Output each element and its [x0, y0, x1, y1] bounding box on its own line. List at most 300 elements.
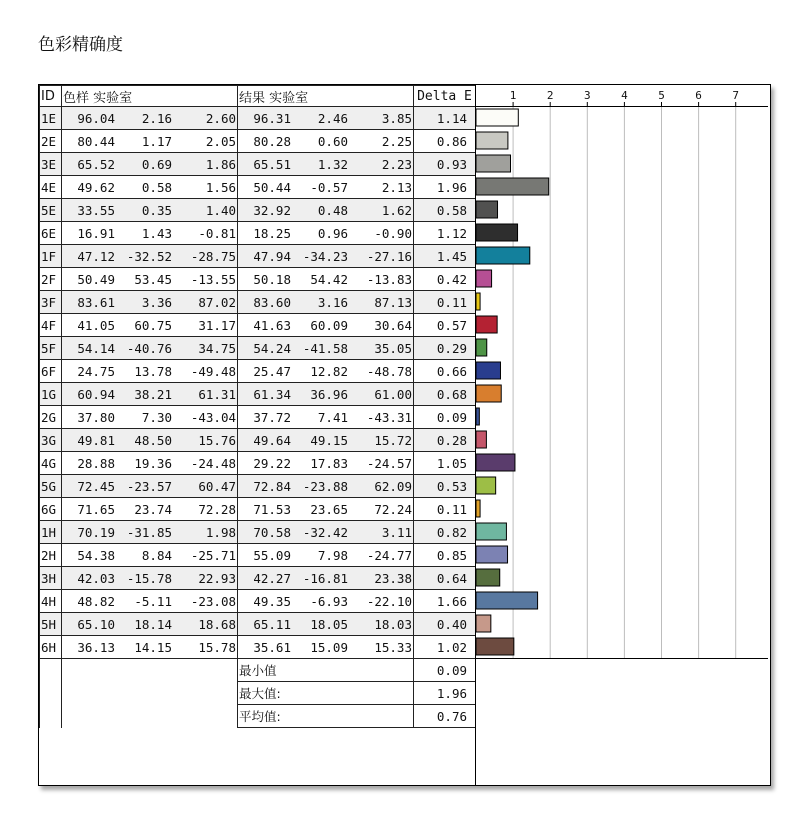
summary-value: 0.09	[414, 659, 476, 682]
sample-l-value: 24.75	[77, 363, 115, 379]
sample-a-value: 14.15	[134, 639, 172, 655]
sample-l-value: 60.94	[77, 386, 115, 402]
summary-blank-id	[40, 705, 62, 728]
table-row	[40, 107, 476, 130]
table-row	[40, 130, 476, 153]
table-row	[40, 429, 476, 452]
delta-e-value: 0.28	[414, 429, 476, 452]
result-l-value: 54.24	[253, 340, 291, 356]
sample-a-value: -23.57	[126, 478, 172, 494]
sample-lab-values	[62, 498, 238, 521]
delta-e-bar-chart	[475, 85, 768, 785]
result-a-value: 17.83	[310, 455, 348, 471]
result-a-value: -0.57	[310, 179, 348, 195]
delta-e-value: 0.57	[414, 314, 476, 337]
result-lab-values	[238, 406, 414, 429]
sample-a-value: 7.30	[141, 409, 172, 425]
patch-id: 5E	[40, 199, 62, 222]
patch-id: 1G	[40, 383, 62, 406]
result-l-value: 71.53	[253, 501, 291, 517]
result-lab-header: 结果 实验室	[238, 86, 414, 107]
result-lab-values	[238, 153, 414, 176]
sample-a-value: 23.74	[134, 501, 172, 517]
result-b-value: 30.64	[374, 317, 412, 333]
sample-l-value: 48.82	[77, 593, 115, 609]
result-b-value: 3.85	[381, 110, 412, 126]
sample-l-value: 28.88	[77, 455, 115, 471]
x-tick-label: 7	[732, 89, 740, 102]
sample-l-value: 36.13	[77, 639, 115, 655]
sample-l-value: 47.12	[77, 248, 115, 264]
sample-l-value: 49.81	[77, 432, 115, 448]
delta-e-value: 0.82	[414, 521, 476, 544]
sample-l-value: 71.65	[77, 501, 115, 517]
patch-id: 6F	[40, 360, 62, 383]
x-tick-label: 6	[695, 89, 702, 102]
delta-e-bar	[476, 339, 487, 356]
result-l-value: 41.63	[253, 317, 291, 333]
result-a-value: 23.65	[310, 501, 348, 517]
table-row	[40, 314, 476, 337]
result-l-value: 25.47	[253, 363, 291, 379]
patch-id: 6G	[40, 498, 62, 521]
sample-l-value: 70.19	[77, 524, 115, 540]
sample-b-value: 34.75	[198, 340, 236, 356]
sample-b-value: 1.98	[205, 524, 236, 540]
delta-e-value: 0.11	[414, 498, 476, 521]
x-tick-label: 5	[658, 89, 665, 102]
sample-b-value: 15.76	[198, 432, 236, 448]
sample-b-value: 2.60	[205, 110, 236, 126]
sample-a-value: 60.75	[134, 317, 172, 333]
sample-a-value: 1.43	[141, 225, 172, 241]
table-row	[40, 337, 476, 360]
sample-b-value: -43.04	[190, 409, 236, 425]
result-lab-values	[238, 176, 414, 199]
sample-lab-values	[62, 636, 238, 659]
patch-id: 5H	[40, 613, 62, 636]
table-row	[40, 176, 476, 199]
result-lab-values	[238, 475, 414, 498]
sample-l-value: 33.55	[77, 202, 115, 218]
delta-e-value: 1.45	[414, 245, 476, 268]
sample-b-value: -23.08	[190, 593, 236, 609]
sample-lab-values	[62, 176, 238, 199]
sample-b-value: 1.86	[205, 156, 236, 172]
result-lab-values	[238, 544, 414, 567]
result-l-value: 18.25	[253, 225, 291, 241]
sample-b-value: 18.68	[198, 616, 236, 632]
result-l-value: 61.34	[253, 386, 291, 402]
patch-id: 4E	[40, 176, 62, 199]
sample-b-value: 61.31	[198, 386, 236, 402]
table-row	[40, 590, 476, 613]
result-b-value: 2.25	[381, 133, 412, 149]
delta-e-bar	[476, 500, 480, 517]
delta-e-value: 0.53	[414, 475, 476, 498]
result-b-value: 72.24	[374, 501, 412, 517]
sample-l-value: 42.03	[77, 570, 115, 586]
result-l-value: 50.44	[253, 179, 291, 195]
sample-a-value: -5.11	[134, 593, 172, 609]
delta-e-bar	[476, 224, 518, 241]
patch-id: 3F	[40, 291, 62, 314]
table-row	[40, 452, 476, 475]
sample-b-value: 60.47	[198, 478, 236, 494]
delta-e-bar	[476, 270, 492, 287]
delta-e-bar	[476, 546, 508, 563]
sample-a-value: 8.84	[141, 547, 172, 563]
sample-lab-values	[62, 521, 238, 544]
delta-e-bar	[476, 477, 496, 494]
sample-a-value: 53.45	[134, 271, 172, 287]
result-l-value: 29.22	[253, 455, 291, 471]
result-l-value: 35.61	[253, 639, 291, 655]
sample-l-value: 83.61	[77, 294, 115, 310]
result-b-value: 2.23	[381, 156, 412, 172]
result-a-value: 7.98	[317, 547, 348, 563]
delta-e-value: 0.40	[414, 613, 476, 636]
result-l-value: 65.51	[253, 156, 291, 172]
result-a-value: -32.42	[302, 524, 348, 540]
result-b-value: 15.33	[374, 639, 412, 655]
sample-a-value: 38.21	[134, 386, 172, 402]
table-row	[40, 544, 476, 567]
sample-l-value: 37.80	[77, 409, 115, 425]
delta-e-value: 1.66	[414, 590, 476, 613]
table-row	[40, 406, 476, 429]
result-b-value: 2.13	[381, 179, 412, 195]
id-header: ID	[40, 86, 62, 107]
delta-e-bar	[476, 385, 501, 402]
result-a-value: -41.58	[302, 340, 348, 356]
sample-lab-values	[62, 291, 238, 314]
patch-id: 1H	[40, 521, 62, 544]
result-l-value: 50.18	[253, 271, 291, 287]
patch-id: 3E	[40, 153, 62, 176]
result-lab-values	[238, 498, 414, 521]
result-a-value: -6.93	[310, 593, 348, 609]
result-l-value: 55.09	[253, 547, 291, 563]
summary-label: 平均值:	[238, 705, 414, 728]
delta-e-value: 0.29	[414, 337, 476, 360]
summary-blank-sample	[62, 682, 238, 705]
sample-b-value: -13.55	[190, 271, 236, 287]
result-b-value: -24.57	[366, 455, 412, 471]
result-b-value: -43.31	[366, 409, 412, 425]
result-a-value: 2.46	[317, 110, 348, 126]
delta-e-value: 0.42	[414, 268, 476, 291]
summary-row	[40, 705, 476, 728]
delta-e-bar	[476, 592, 538, 609]
patch-id: 6E	[40, 222, 62, 245]
sample-lab-values	[62, 383, 238, 406]
sample-l-value: 41.05	[77, 317, 115, 333]
x-tick-label: 4	[621, 89, 628, 102]
sample-l-value: 72.45	[77, 478, 115, 494]
result-b-value: -22.10	[366, 593, 412, 609]
sample-lab-values	[62, 153, 238, 176]
delta-e-value: 0.09	[414, 406, 476, 429]
sample-lab-values	[62, 590, 238, 613]
result-b-value: 23.38	[374, 570, 412, 586]
sample-a-value: -40.76	[126, 340, 172, 356]
result-lab-values	[238, 268, 414, 291]
delta-e-bar	[476, 132, 508, 149]
result-a-value: -16.81	[302, 570, 348, 586]
delta-e-bar	[476, 408, 479, 425]
sample-lab-values	[62, 337, 238, 360]
x-tick-label: 3	[583, 89, 591, 102]
summary-row	[40, 659, 476, 682]
result-a-value: 49.15	[310, 432, 348, 448]
result-a-value: 0.96	[317, 225, 348, 241]
table-row	[40, 199, 476, 222]
delta-e-value: 0.66	[414, 360, 476, 383]
summary-blank-sample	[62, 705, 238, 728]
page-title: 色彩精确度	[38, 35, 123, 55]
patch-id: 2E	[40, 130, 62, 153]
result-lab-values	[238, 245, 414, 268]
table-row	[40, 567, 476, 590]
sample-l-value: 54.38	[77, 547, 115, 563]
patch-id: 2F	[40, 268, 62, 291]
sample-a-value: -32.52	[126, 248, 172, 264]
result-b-value: -24.77	[366, 547, 412, 563]
result-lab-values	[238, 360, 414, 383]
sample-b-value: 15.78	[198, 639, 236, 655]
result-l-value: 49.35	[253, 593, 291, 609]
result-b-value: 3.11	[381, 524, 412, 540]
result-l-value: 47.94	[253, 248, 291, 264]
delta-e-bar	[476, 247, 530, 264]
sample-a-value: 19.36	[134, 455, 172, 471]
sample-b-value: -24.48	[190, 455, 236, 471]
delta-e-value: 0.68	[414, 383, 476, 406]
delta-e-value: 0.86	[414, 130, 476, 153]
sample-a-value: 48.50	[134, 432, 172, 448]
patch-id: 2G	[40, 406, 62, 429]
table-row	[40, 153, 476, 176]
result-lab-values	[238, 521, 414, 544]
summary-blank-sample	[62, 659, 238, 682]
result-l-value: 80.28	[253, 133, 291, 149]
delta-e-bar	[476, 523, 506, 540]
patch-id: 4F	[40, 314, 62, 337]
result-l-value: 70.58	[253, 524, 291, 540]
patch-id: 5F	[40, 337, 62, 360]
sample-b-value: 1.40	[205, 202, 236, 218]
sample-lab-values	[62, 360, 238, 383]
sample-b-value: -25.71	[190, 547, 236, 563]
result-b-value: 15.72	[374, 432, 412, 448]
delta-e-bar	[476, 362, 500, 379]
table-row	[40, 291, 476, 314]
sample-b-value: 1.56	[205, 179, 236, 195]
delta-e-value: 0.64	[414, 567, 476, 590]
result-lab-values	[238, 291, 414, 314]
delta-e-bar	[476, 109, 518, 126]
patch-id: 4H	[40, 590, 62, 613]
result-lab-values	[238, 199, 414, 222]
table-row	[40, 521, 476, 544]
summary-blank-id	[40, 659, 62, 682]
sample-a-value: -31.85	[126, 524, 172, 540]
result-l-value: 96.31	[253, 110, 291, 126]
result-l-value: 83.60	[253, 294, 291, 310]
patch-id: 2H	[40, 544, 62, 567]
result-l-value: 32.92	[253, 202, 291, 218]
sample-lab-values	[62, 130, 238, 153]
result-l-value: 72.84	[253, 478, 291, 494]
result-a-value: 18.05	[310, 616, 348, 632]
delta-e-value: 1.96	[414, 176, 476, 199]
result-a-value: -34.23	[302, 248, 348, 264]
result-b-value: 35.05	[374, 340, 412, 356]
sample-l-value: 50.49	[77, 271, 115, 287]
result-lab-values	[238, 613, 414, 636]
sample-l-value: 65.10	[77, 616, 115, 632]
sample-lab-values	[62, 475, 238, 498]
result-l-value: 42.27	[253, 570, 291, 586]
sample-l-value: 54.14	[77, 340, 115, 356]
result-b-value: -0.90	[374, 225, 412, 241]
sample-a-value: 0.58	[141, 179, 172, 195]
x-tick-label: 2	[546, 89, 554, 102]
result-a-value: 60.09	[310, 317, 348, 333]
delta-e-value: 0.93	[414, 153, 476, 176]
delta-e-value: 1.14	[414, 107, 476, 130]
sample-b-value: 2.05	[205, 133, 236, 149]
table-row	[40, 636, 476, 659]
sample-b-value: 22.93	[198, 570, 236, 586]
result-lab-values	[238, 314, 414, 337]
sample-a-value: 3.36	[141, 294, 172, 310]
sample-a-value: 2.16	[141, 110, 172, 126]
result-a-value: 36.96	[310, 386, 348, 402]
result-a-value: 12.82	[310, 363, 348, 379]
delta-e-value: 0.85	[414, 544, 476, 567]
sample-a-value: 1.17	[141, 133, 172, 149]
patch-id: 6H	[40, 636, 62, 659]
summary-label: 最大值:	[238, 682, 414, 705]
x-tick-label: 1	[509, 89, 517, 102]
sample-l-value: 80.44	[77, 133, 115, 149]
result-b-value: 1.62	[381, 202, 412, 218]
result-lab-values	[238, 590, 414, 613]
sample-lab-values	[62, 613, 238, 636]
sample-a-value: 0.35	[141, 202, 172, 218]
summary-label: 最小值	[238, 659, 414, 682]
result-l-value: 37.72	[253, 409, 291, 425]
delta-e-bar	[476, 569, 500, 586]
patch-id: 1E	[40, 107, 62, 130]
sample-lab-values	[62, 107, 238, 130]
result-lab-values	[238, 337, 414, 360]
sample-b-value: 31.17	[198, 317, 236, 333]
sample-b-value: 72.28	[198, 501, 236, 517]
sample-lab-values	[62, 567, 238, 590]
result-b-value: 61.00	[374, 386, 412, 402]
sample-l-value: 49.62	[77, 179, 115, 195]
patch-id: 4G	[40, 452, 62, 475]
table-row	[40, 475, 476, 498]
sample-b-value: 87.02	[198, 294, 236, 310]
summary-value: 1.96	[414, 682, 476, 705]
delta-e-bar	[476, 293, 480, 310]
sample-lab-values	[62, 544, 238, 567]
sample-lab-values	[62, 199, 238, 222]
sample-lab-values	[62, 245, 238, 268]
table-row	[40, 268, 476, 291]
result-b-value: -27.16	[366, 248, 412, 264]
result-b-value: 18.03	[374, 616, 412, 632]
sample-a-value: 18.14	[134, 616, 172, 632]
summary-value: 0.76	[414, 705, 476, 728]
result-a-value: 1.32	[317, 156, 348, 172]
delta-e-value: 1.05	[414, 452, 476, 475]
table-row	[40, 360, 476, 383]
sample-l-value: 65.52	[77, 156, 115, 172]
sample-a-value: 0.69	[141, 156, 172, 172]
delta-e-bar	[476, 178, 549, 195]
result-b-value: -13.83	[366, 271, 412, 287]
delta-e-value: 1.02	[414, 636, 476, 659]
result-lab-values	[238, 567, 414, 590]
patch-id: 3G	[40, 429, 62, 452]
sample-lab-values	[62, 452, 238, 475]
table-row	[40, 383, 476, 406]
patch-id: 3H	[40, 567, 62, 590]
result-b-value: 87.13	[374, 294, 412, 310]
result-a-value: -23.88	[302, 478, 348, 494]
result-a-value: 0.48	[317, 202, 348, 218]
delta-e-bar	[476, 638, 514, 655]
sample-b-value: -49.48	[190, 363, 236, 379]
sample-lab-header: 色样 实验室	[62, 86, 238, 107]
result-a-value: 3.16	[317, 294, 348, 310]
patch-id: 1F	[40, 245, 62, 268]
sample-lab-values	[62, 429, 238, 452]
result-l-value: 49.64	[253, 432, 291, 448]
table-row	[40, 222, 476, 245]
result-lab-values	[238, 130, 414, 153]
color-accuracy-report	[38, 84, 771, 786]
delta-e-bar	[476, 454, 515, 471]
result-a-value: 7.41	[317, 409, 348, 425]
result-b-value: 62.09	[374, 478, 412, 494]
delta-e-value: 1.12	[414, 222, 476, 245]
delta-e-bar	[476, 201, 498, 218]
result-l-value: 65.11	[253, 616, 291, 632]
table-row	[40, 245, 476, 268]
table-row	[40, 498, 476, 521]
result-lab-values	[238, 107, 414, 130]
sample-lab-values	[62, 314, 238, 337]
result-lab-values	[238, 452, 414, 475]
delta-e-value: 0.58	[414, 199, 476, 222]
result-b-value: -48.78	[366, 363, 412, 379]
delta-e-bar	[476, 316, 497, 333]
result-a-value: 15.09	[310, 639, 348, 655]
delta-e-table	[39, 85, 476, 728]
sample-lab-values	[62, 268, 238, 291]
result-lab-values	[238, 636, 414, 659]
sample-l-value: 16.91	[77, 225, 115, 241]
table-header-row	[40, 86, 476, 107]
sample-lab-values	[62, 222, 238, 245]
delta-e-value: 0.11	[414, 291, 476, 314]
